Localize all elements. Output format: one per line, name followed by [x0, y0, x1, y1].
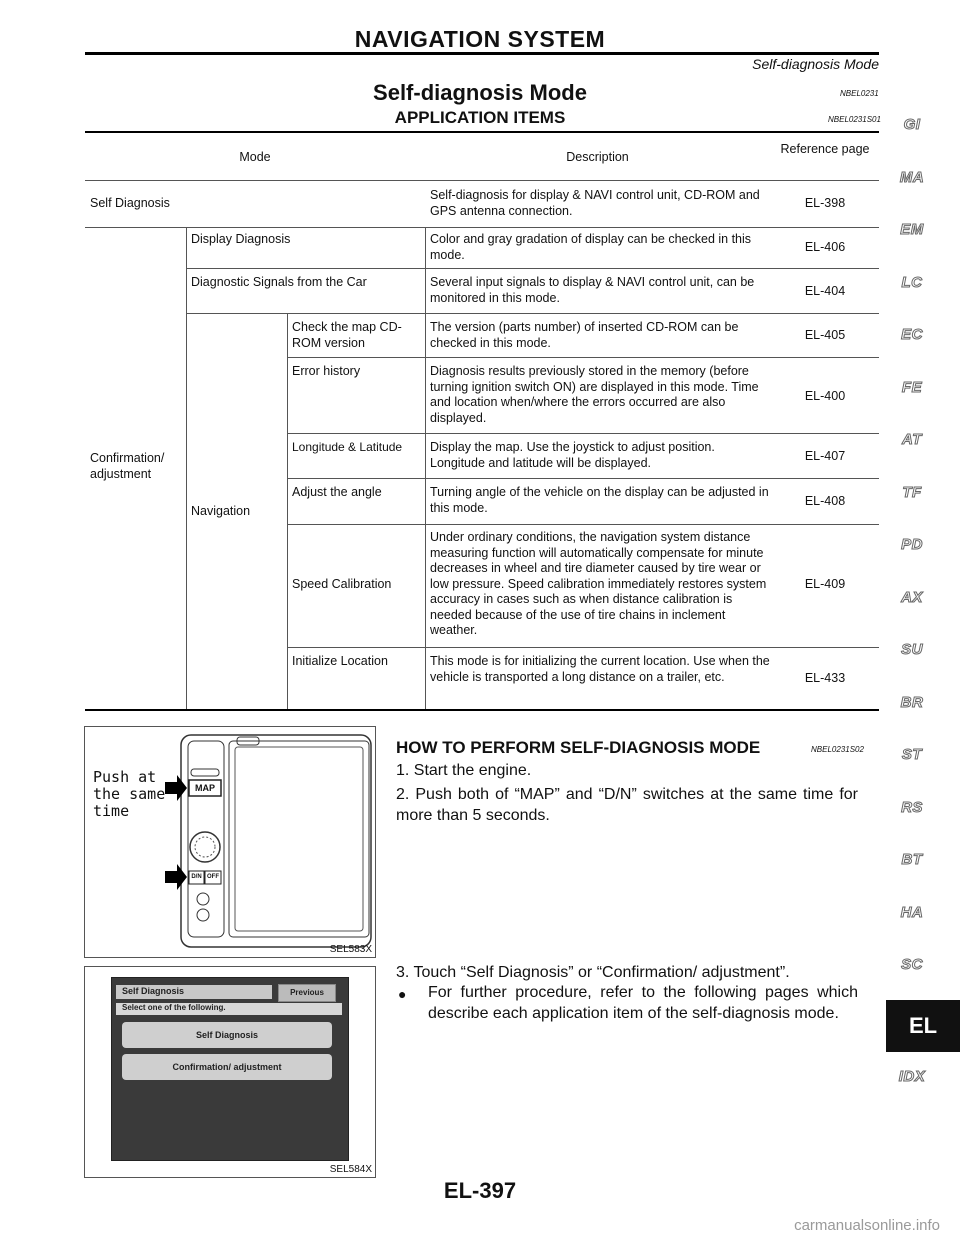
figure-label: SEL583X: [329, 944, 372, 955]
subsection-code: NBEL0231S01: [828, 115, 881, 124]
step-3: 3. Touch “Self Diagnosis” or “Confirmation/ adjustment”.: [396, 964, 790, 981]
nav-ref-longitude: EL-407: [804, 449, 846, 463]
nav-ref-map-cd: EL-405: [804, 328, 846, 342]
nav-ref-initialize-location: EL-433: [804, 671, 846, 685]
nav-ref-adjust-angle: EL-408: [804, 494, 846, 508]
step-1: 1. Start the engine.: [396, 762, 532, 779]
figure-sel583x: [84, 726, 376, 958]
table-col-rule: [186, 228, 187, 709]
figure-label: SEL584X: [329, 1164, 372, 1175]
col-header-description: Description: [566, 150, 629, 164]
ref-diagnostic-signals: EL-404: [804, 284, 846, 298]
table-col-rule: [287, 314, 288, 709]
nav-desc-initialize-location: This mode is for initializing the current location. Use when the vehicle is transported a long distance on a trailer, etc.: [430, 654, 770, 684]
tab-bt[interactable]: BT: [901, 851, 923, 868]
nav-item-error-history: Error history: [292, 364, 361, 378]
nav-item-longitude: Longitude & Latitude: [292, 440, 403, 454]
watermark: carmanualsonline.info: [794, 1217, 940, 1234]
desc-diagnostic-signals: Several input signals to display & NAVI control unit, can be monitored in this mode.: [430, 275, 755, 305]
tab-st[interactable]: ST: [901, 746, 923, 763]
tab-el-active[interactable]: EL: [886, 1000, 960, 1052]
screen-prompt: Select one of the following.: [122, 1003, 226, 1012]
figure-caption-push: Push at the same time: [93, 768, 166, 820]
mode-self-diagnosis: Self Diagnosis: [90, 196, 170, 210]
nav-desc-adjust-angle: Turning angle of the vehicle on the display can be adjusted in this mode.: [430, 485, 769, 515]
table-col-rule: [425, 228, 426, 709]
mode-display-diagnosis: Display Diagnosis: [191, 232, 291, 246]
tab-tf[interactable]: TF: [902, 483, 922, 501]
col-header-mode: Mode: [239, 150, 271, 164]
bullet-text: For further procedure, refer to the following pages which describe each application item of the self-diagnosis mode.: [428, 984, 858, 1022]
subsection-title: APPLICATION ITEMS: [394, 108, 566, 127]
tab-ma[interactable]: MA: [899, 168, 925, 186]
table-rule: [85, 227, 879, 228]
step-2: 2. Push both of “MAP” and “D/N” switches at the same time for more than 5 seconds.: [396, 786, 858, 824]
table-rule: [186, 313, 879, 314]
running-header-title: NAVIGATION SYSTEM: [354, 26, 606, 52]
nav-item-initialize-location: Initialize Location: [292, 654, 388, 668]
screen: [111, 977, 349, 1161]
tab-idx[interactable]: IDX: [898, 1068, 926, 1085]
arrow-icon: [165, 864, 187, 890]
previous-button[interactable]: Previous: [278, 984, 336, 1002]
mode-navigation: Navigation: [191, 504, 251, 518]
nav-item-adjust-angle: Adjust the angle: [292, 485, 382, 499]
confirmation-adjustment-button[interactable]: Confirmation/ adjustment: [122, 1054, 332, 1080]
nav-item-speed-calibration: Speed Calibration: [292, 577, 392, 591]
control-panel-illustration: [85, 727, 375, 957]
nav-ref-speed-calibration: EL-409: [804, 577, 846, 591]
header-rule: [85, 52, 879, 55]
table-rule: [287, 524, 879, 525]
tab-rs[interactable]: RS: [901, 798, 923, 816]
tab-br[interactable]: BR: [900, 693, 924, 711]
table-rule: [287, 478, 879, 479]
page-number: EL-397: [443, 1178, 517, 1203]
nav-desc-speed-calibration: Under ordinary conditions, the navigation system distance measuring function will automatically compensate for minute decreases in wheel and tire diameter caused by tire wear or low pressure. Speed calibration immediately restores system accuracy in cases such as when distance calibration is needed because of the use of tire chains in inclement weather.: [430, 530, 767, 637]
dn-button-label: D/N: [191, 874, 202, 880]
screen-title: Self Diagnosis: [122, 986, 185, 996]
ref-self-diagnosis: EL-398: [804, 196, 846, 210]
running-header-subtitle: Self-diagnosis Mode: [752, 56, 879, 72]
how-to-code: NBEL0231S02: [811, 745, 864, 754]
map-button-label: MAP: [195, 783, 215, 793]
nav-ref-error-history: EL-400: [804, 389, 846, 403]
table-top-rule: [85, 131, 879, 133]
tab-su[interactable]: SU: [901, 641, 923, 658]
tab-sc[interactable]: SC: [901, 956, 923, 973]
mode-confirmation-adjustment: Confirmation/ adjustment: [90, 451, 165, 481]
tab-ha[interactable]: HA: [900, 903, 924, 921]
ref-display-diagnosis: EL-406: [804, 240, 846, 254]
col-header-reference: Reference page: [780, 142, 870, 156]
table-rule: [186, 268, 879, 269]
section-code: NBEL0231: [840, 89, 879, 98]
tab-pd[interactable]: PD: [901, 536, 923, 553]
tab-ax[interactable]: AX: [901, 588, 923, 606]
tab-em[interactable]: EM: [900, 221, 924, 238]
mode-diagnostic-signals: Diagnostic Signals from the Car: [191, 275, 367, 289]
how-to-title: HOW TO PERFORM SELF-DIAGNOSIS MODE: [396, 738, 761, 757]
section-title: Self-diagnosis Mode: [373, 80, 587, 105]
tab-lc[interactable]: LC: [901, 273, 923, 291]
nav-desc-error-history: Diagnosis results previously stored in the memory (before turning ignition switch ON) are displayed in this mode. Time and location when/where the errors occurred are also displayed.: [430, 364, 759, 425]
self-diagnosis-button[interactable]: Self Diagnosis: [122, 1022, 332, 1048]
tab-fe[interactable]: FE: [901, 378, 923, 396]
nav-desc-longitude: Display the map. Use the joystick to adjust position. Longitude and latitude will be displayed.: [430, 440, 715, 470]
nav-desc-map-cd: The version (parts number) of inserted CD-ROM can be checked in this mode.: [430, 320, 739, 350]
table-rule: [287, 357, 879, 358]
desc-display-diagnosis: Color and gray gradation of display can be checked in this mode.: [430, 232, 752, 262]
table-bottom-rule: [85, 709, 879, 711]
desc-self-diagnosis: Self-diagnosis for display & NAVI control unit, CD-ROM and GPS antenna connection.: [430, 188, 760, 218]
bullet-icon: ●: [398, 986, 407, 1002]
tab-at[interactable]: AT: [902, 431, 922, 448]
table-rule: [287, 647, 879, 648]
table-rule: [287, 433, 879, 434]
figure-sel584x: [84, 966, 376, 1178]
table-rule: [85, 180, 879, 181]
off-button-label: OFF: [207, 874, 219, 880]
nav-item-map-cd: Check the map CD-ROM version: [292, 320, 402, 350]
tab-ec[interactable]: EC: [901, 326, 923, 343]
tab-gi[interactable]: GI: [903, 116, 921, 133]
